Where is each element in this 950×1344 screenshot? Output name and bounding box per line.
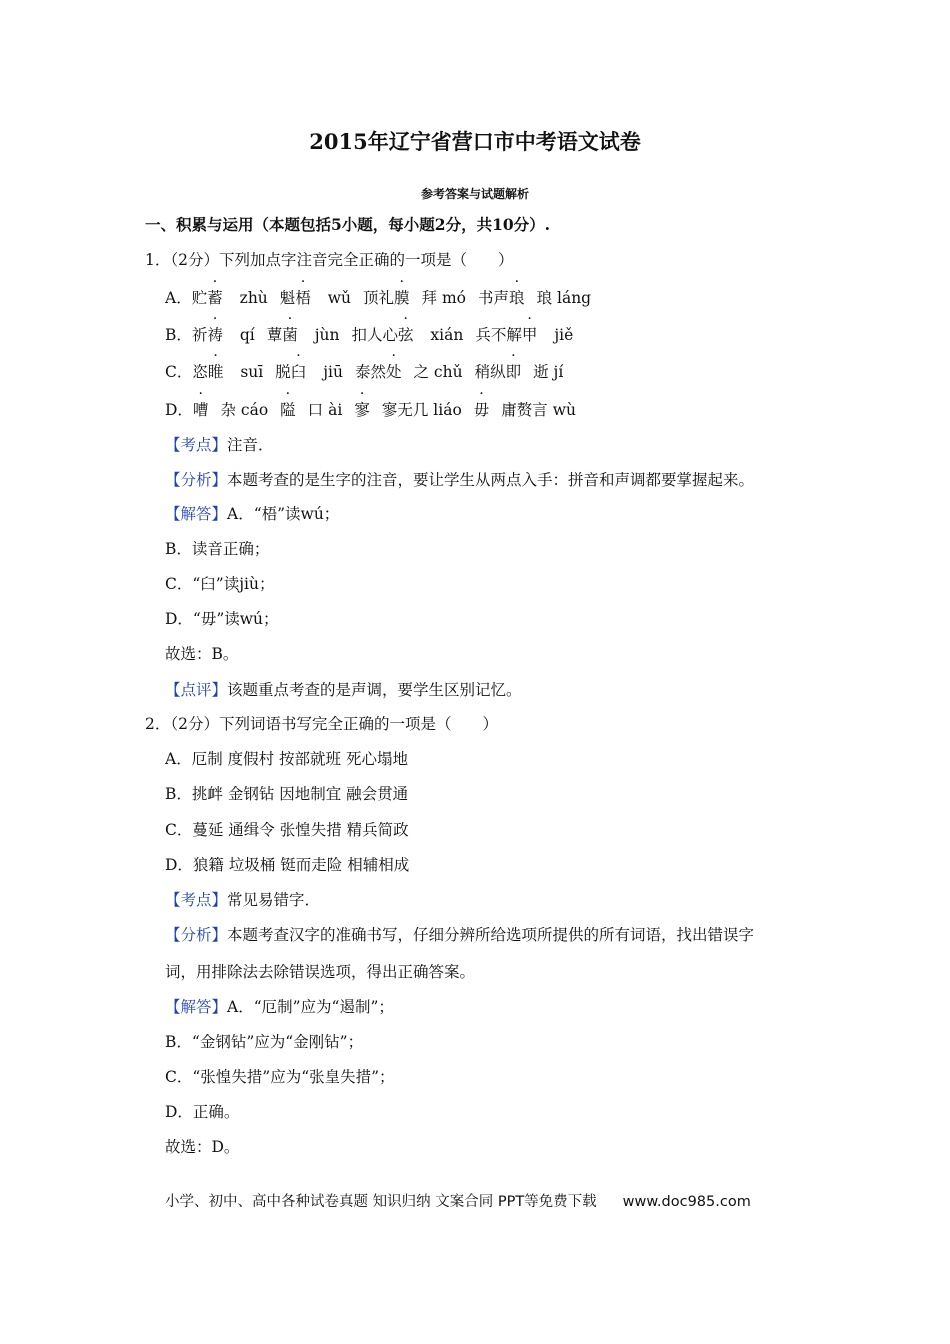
option-word: 魁梧 wǔ bbox=[279, 289, 352, 307]
dotted-char: 甲 bbox=[521, 326, 538, 344]
dotted-char: 毋 bbox=[473, 401, 490, 419]
footer-site-link[interactable]: www.doc985.com bbox=[622, 1194, 751, 1210]
q1-option-c bbox=[165, 362, 575, 382]
option-label: B． bbox=[165, 326, 192, 344]
kaodian-text: 注音． bbox=[227, 436, 274, 454]
option-word: 恣睢 suī bbox=[192, 363, 264, 381]
fenxi-text: 本题考查的是生字的注音，要让学生从两点入手：拼音和声调都要掌握起来。 bbox=[227, 471, 755, 489]
option-word: 毋 庸赘言 wù bbox=[473, 401, 576, 419]
dianping-tag: 【点评】 bbox=[165, 681, 228, 699]
option-word: 顶礼膜 拜 mó bbox=[363, 289, 467, 307]
dianping-text: 该题重点考查的是声调，要学生区别记忆。 bbox=[227, 681, 522, 699]
q2-answer: 故选：D。 bbox=[165, 1138, 240, 1156]
dotted-char: 菌 bbox=[282, 326, 298, 344]
q2-jieda-c: C．“张惶失措”应为“张皇失措”； bbox=[165, 1068, 395, 1086]
q2-option-a: A．厄制 度假村 按部就班 死心塌地 bbox=[165, 750, 408, 768]
q2-option-c: C．蔓延 通缉令 张惶失措 精兵简政 bbox=[165, 821, 409, 839]
option-word: 扣人心弦 xián bbox=[351, 326, 464, 344]
q1-jieda bbox=[165, 504, 339, 524]
dotted-char: 膜 bbox=[394, 289, 410, 307]
dotted-char: 弦 bbox=[397, 326, 414, 344]
q1-stem: 1．（2分）下列加点字注音完全正确的一项是（ ） bbox=[145, 251, 514, 269]
section-heading: 一、积累与运用（本题包括5小题，每小题2分，共10分）. bbox=[145, 215, 551, 234]
q2-kaodian bbox=[165, 890, 320, 910]
q2-jieda bbox=[165, 997, 394, 1017]
option-word: 兵不解甲 jiě bbox=[475, 326, 574, 344]
page-subtitle: 参考答案与试题解析 bbox=[420, 187, 529, 201]
option-word: 蕈菌 jùn bbox=[266, 326, 340, 344]
q2-jieda-d: D．正确。 bbox=[165, 1103, 240, 1121]
footer-text: 小学、初中、高中各种试卷真题 知识归纳 文案合同 PPT等免费下载 bbox=[165, 1194, 597, 1210]
q2-stem: 2．（2分）下列词语书写完全正确的一项是（ ） bbox=[145, 715, 498, 733]
dotted-char: 隘 bbox=[280, 401, 296, 419]
jieda-tag: 【解答】 bbox=[165, 505, 228, 523]
jieda-text-a: A．“厄制”应为“遏制”； bbox=[227, 998, 394, 1016]
page-title: 2015年辽宁省营口市中考语文试卷 bbox=[309, 129, 641, 154]
option-label: A． bbox=[165, 289, 192, 307]
kaodian-tag: 【考点】 bbox=[165, 891, 228, 909]
dotted-char: 琅 bbox=[509, 289, 525, 307]
q1-kaodian bbox=[165, 435, 274, 455]
option-word: 脱臼 jiū bbox=[275, 363, 343, 381]
option-word: 祈祷 qí bbox=[191, 326, 255, 344]
dotted-char: 祷 bbox=[207, 326, 223, 344]
q1-fenxi bbox=[165, 470, 754, 490]
q2-option-d: D．狼籍 垃圾桶 铤而走险 相辅相成 bbox=[165, 856, 410, 874]
q1-answer: 故选：B。 bbox=[165, 645, 239, 663]
jieda-tag: 【解答】 bbox=[165, 998, 228, 1016]
q1-option-a bbox=[165, 288, 603, 308]
q1-jieda-c: C．“臼”读jiù； bbox=[165, 575, 275, 593]
dotted-char: 即 bbox=[505, 363, 522, 381]
q2-jieda-b: B．“金钢钻”应为“金刚钻”； bbox=[165, 1033, 364, 1051]
option-word: 书声琅 琅 láng bbox=[478, 289, 592, 307]
option-label: D． bbox=[165, 401, 193, 419]
option-word: 稍纵即 逝 jí bbox=[474, 363, 564, 381]
fenxi-tag: 【分析】 bbox=[165, 926, 228, 944]
q2-option-b: B．挑衅 金钢钻 因地制宜 融会贯通 bbox=[165, 785, 409, 803]
q1-option-b bbox=[165, 325, 585, 345]
kaodian-text: 常见易错字． bbox=[227, 891, 321, 909]
option-word: 寥 寥无几 liáo bbox=[354, 401, 462, 419]
fenxi-tag: 【分析】 bbox=[165, 471, 228, 489]
option-word: 嘈 杂 cáo bbox=[192, 401, 269, 419]
footer bbox=[165, 1192, 751, 1212]
q2-fenxi bbox=[165, 925, 754, 945]
dotted-char: 梧 bbox=[295, 289, 311, 307]
q1-jieda-d: D．“毋”读wú； bbox=[165, 610, 279, 628]
q1-jieda-b: B．读音正确； bbox=[165, 540, 270, 558]
q2-fenxi-cont: 词，用排除法去除错误选项，得出正确答案。 bbox=[165, 963, 476, 981]
option-label: C． bbox=[165, 363, 193, 381]
option-word: 泰然处 之 chǔ bbox=[354, 363, 463, 381]
dotted-char: 寥 bbox=[354, 401, 370, 419]
dotted-char: 臼 bbox=[290, 363, 307, 381]
option-word: 贮蓄 zhù bbox=[191, 289, 268, 307]
dotted-char: 处 bbox=[385, 363, 402, 381]
option-word: 隘 口 ài bbox=[280, 401, 343, 419]
jieda-text-a: A．“梧”读wú； bbox=[227, 505, 340, 523]
dotted-char: 嘈 bbox=[192, 401, 209, 419]
kaodian-tag: 【考点】 bbox=[165, 436, 228, 454]
fenxi-text-1: 本题考查汉字的准确书写，仔细分辨所给选项所提供的所有词语，找出错误字 bbox=[227, 926, 755, 944]
q1-option-d bbox=[165, 400, 588, 420]
q1-dianping bbox=[165, 680, 522, 700]
dotted-char: 睢 bbox=[207, 363, 224, 381]
dotted-char: 蓄 bbox=[207, 289, 223, 307]
